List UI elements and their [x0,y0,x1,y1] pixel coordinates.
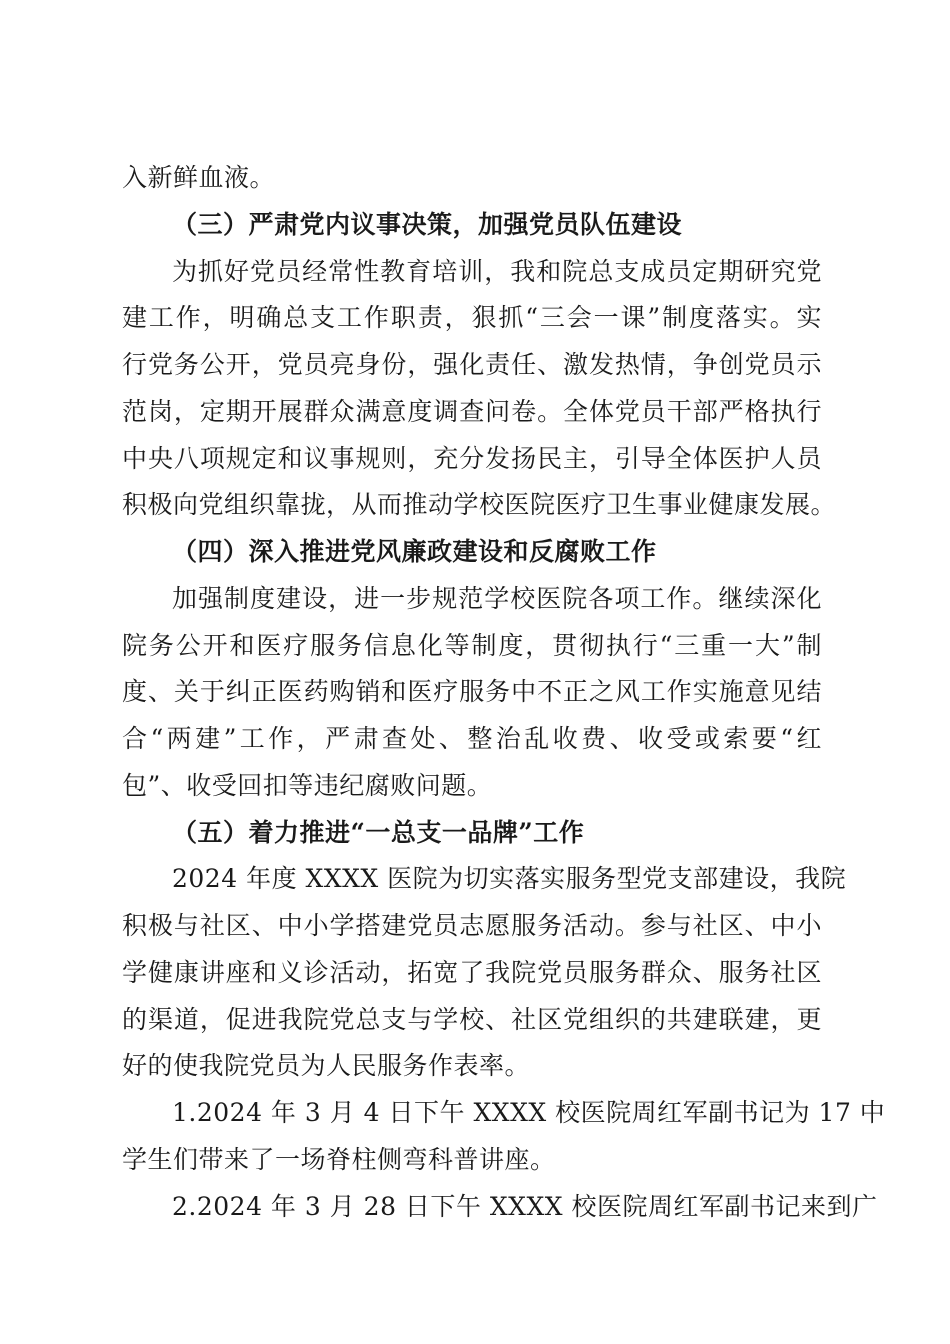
paragraph-first-line: 2024 年度 XXXX 医院为切实落实服务型党支部建设，我院 [172,864,847,894]
section-heading: （四）深入推进党风廉政建设和反腐败工作 [172,537,657,566]
section-heading: （五）着力推进“一总支一品牌”工作 [172,817,585,847]
text-line: 入新鲜血液。 [122,163,276,192]
paragraph-first-line: 为抓好党员经常性教育培训，我和院总支成员定期研究党 [172,256,822,286]
text-line: 度、关于纠正医药购销和医疗服务中不正之风工作实施意见结 [122,677,822,707]
text-line: 包”、收受回扣等违纪腐败问题。 [122,770,493,800]
text-line: 好的使我院党员为人民服务作表率。 [122,1051,531,1081]
text-line: 积极与社区、中小学搭建党员志愿服务活动。参与社区、中小 [122,911,822,940]
text-line: 积极向党组织靠拢，从而推动学校医院医疗卫生事业健康发展。 [122,490,837,520]
text-line: 范岗，定期开展群众满意度调查问卷。全体党员干部严格执行 [122,396,822,426]
paragraph-first-line: 2.2024 年 3 月 28 日下午 XXXX 校医院周红军副书记来到广 [172,1191,878,1221]
paragraph-first-line: 1.2024 年 3 月 4 日下午 XXXX 校医院周红军副书记为 17 中 [172,1098,886,1127]
text-line: 建工作，明确总支工作职责，狠抓“三会一课”制度落实。实 [122,303,822,333]
text-line: 合“两建”工作，严肃查处、整治乱收费、收受或索要“红 [122,724,822,753]
paragraph-first-line: 加强制度建设，进一步规范学校医院各项工作。继续深化 [172,583,822,613]
text-line: 中央八项规定和议事规则，充分发扬民主，引导全体医护人员 [122,443,822,473]
text-line: 学健康讲座和义诊活动，拓宽了我院党员服务群众、服务社区 [122,957,822,987]
text-line: 院务公开和医疗服务信息化等制度，贯彻执行“三重一大”制 [122,630,822,660]
text-line: 学生们带来了一场脊柱侧弯科普讲座。 [122,1144,556,1174]
text-line: 行党务公开，党员亮身份，强化责任、激发热情，争创党员示 [122,350,822,379]
document-body [122,155,886,1230]
section-heading: （三）严肃党内议事决策，加强党员队伍建设 [172,209,683,239]
text-line: 的渠道，促进我院党总支与学校、社区党组织的共建联建，更 [122,1004,822,1034]
